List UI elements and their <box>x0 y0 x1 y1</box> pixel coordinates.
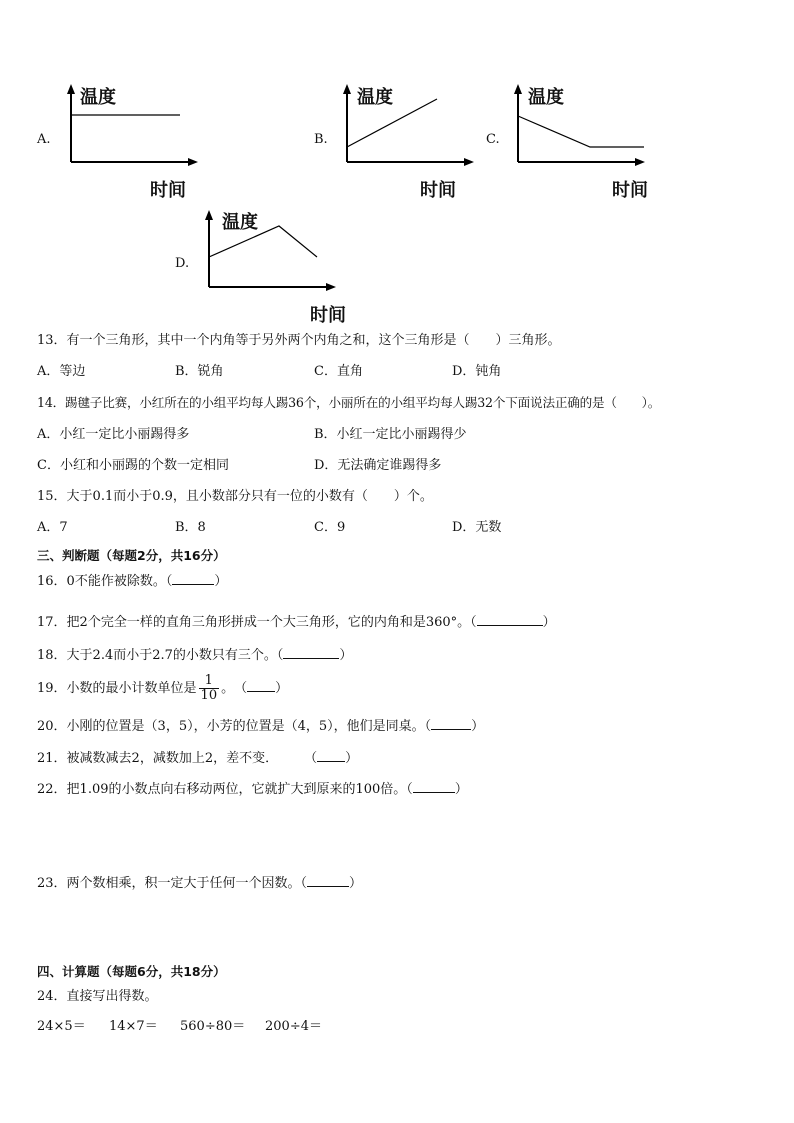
answer-blank[interactable] <box>413 780 455 793</box>
option-d: D．无法确定谁踢得多 <box>314 458 442 473</box>
question-stem: 21．被减数减去2，减数加上2，差不变． （ <box>37 751 318 766</box>
answer-blank[interactable] <box>317 749 345 762</box>
answer-blank[interactable] <box>247 679 275 692</box>
calc-item: 200÷4＝ <box>265 1019 322 1034</box>
paren-close: ） <box>214 574 228 589</box>
y-axis-label: 温度 <box>80 87 116 108</box>
option-c: C．小红和小丽踢的个数一定相同 <box>37 458 229 473</box>
question-19 <box>37 674 288 704</box>
answer-blank[interactable] <box>307 874 349 887</box>
paren-close: ） <box>454 782 468 797</box>
option-label-c: C. <box>486 132 500 147</box>
option-d: D．无数 <box>452 520 502 535</box>
option-c: C．9 <box>314 520 346 535</box>
question-stem: 22．把1.09的小数点向右移动两位，它就扩大到原来的100倍。（ <box>37 782 413 797</box>
calc-item: 14×7＝ <box>109 1019 158 1034</box>
y-axis-label: 温度 <box>528 87 564 108</box>
y-axis-label: 温度 <box>222 212 258 233</box>
paren-close: ） <box>339 648 353 663</box>
answer-blank[interactable] <box>477 613 543 626</box>
answer-blank[interactable] <box>431 717 471 730</box>
question-20 <box>37 717 484 735</box>
calc-item: 560÷80＝ <box>180 1019 246 1034</box>
question-22 <box>37 780 468 798</box>
option-b: B．小红一定比小丽踢得少 <box>314 427 467 442</box>
question-stem: 13．有一个三角形，其中一个内角等于另外两个内角之和，这个三角形是（ ）三角形。 <box>37 333 561 348</box>
question-stem: 14．踢毽子比赛，小红所在的小组平均每人踢36个，小丽所在的小组平均每人踢32个下面说法正确的是（ ）。 <box>37 395 661 410</box>
calc-item: 24×5＝ <box>37 1019 86 1034</box>
answer-blank[interactable] <box>283 646 339 659</box>
option-label-d: D. <box>175 256 190 271</box>
option-label-b: B. <box>314 132 328 147</box>
option-b: B．8 <box>175 520 206 535</box>
paren-close: ） <box>542 615 556 630</box>
option-a: A．小红一定比小丽踢得多 <box>37 427 190 442</box>
answer-blank[interactable] <box>172 572 214 585</box>
section-title: 四、计算题（每题6分，共18分） <box>37 964 226 979</box>
question-stem: 18．大于2.4而小于2.7的小数只有三个。（ <box>37 648 284 663</box>
paren-close: ） <box>349 876 363 891</box>
question-tail: 。 （ <box>221 681 248 696</box>
question-stem: 23．两个数相乘，积一定大于任何一个因数。（ <box>37 876 308 891</box>
fraction <box>199 674 220 703</box>
x-axis-label: 时间 <box>420 180 456 201</box>
option-a: A．7 <box>37 520 68 535</box>
numerator: 1 <box>199 674 220 689</box>
question-stem: 15．大于0.1而小于0.9，且小数部分只有一位的小数有（ ）个。 <box>37 489 433 504</box>
x-axis-label: 时间 <box>150 180 186 201</box>
option-b: B．锐角 <box>175 364 224 379</box>
question-stem: 16．0不能作被除数。（ <box>37 574 173 589</box>
question-stem: 19．小数的最小计数单位是 <box>37 681 197 696</box>
option-label-a: A. <box>37 132 51 147</box>
question-stem: 20．小刚的位置是（3，5），小芳的位置是（4，5），他们是同桌。（ <box>37 719 432 734</box>
question-stem: 24．直接写出得数。 <box>37 989 158 1004</box>
question-18 <box>37 646 352 664</box>
question-21 <box>37 749 358 767</box>
question-stem: 17．把2个完全一样的直角三角形拼成一个大三角形，它的内角和是360°。（ <box>37 615 477 630</box>
question-23 <box>37 874 362 892</box>
y-axis-label: 温度 <box>357 87 393 108</box>
option-d: D．钝角 <box>452 364 502 379</box>
option-a: A．等边 <box>37 364 86 379</box>
denominator: 10 <box>200 688 218 703</box>
x-axis-label: 时间 <box>310 305 346 326</box>
option-c: C．直角 <box>314 364 363 379</box>
x-axis-label: 时间 <box>612 180 648 201</box>
question-17 <box>37 613 556 631</box>
paren-close: ） <box>275 681 289 696</box>
question-16 <box>37 572 227 590</box>
section-title: 三、判断题（每题2分，共16分） <box>37 548 226 563</box>
paren-close: ） <box>345 751 359 766</box>
paren-close: ） <box>471 719 485 734</box>
